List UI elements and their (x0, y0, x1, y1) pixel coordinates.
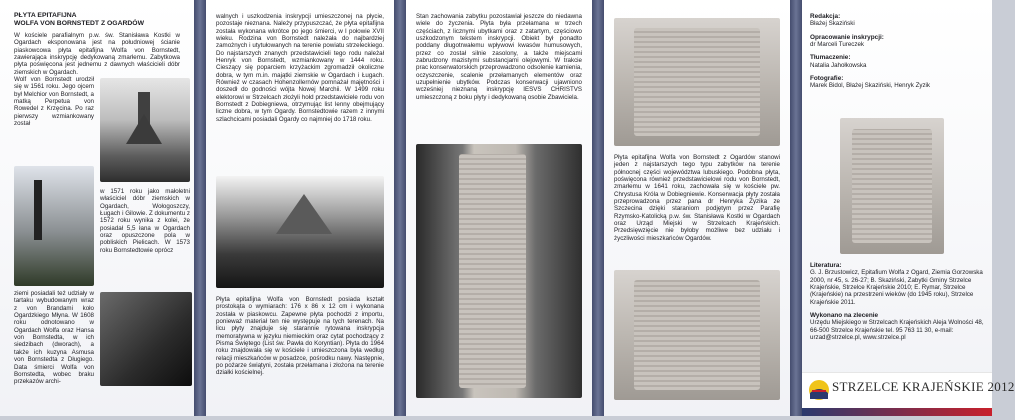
fold-divider (790, 0, 802, 416)
credit-text: Natalia Jahołkowska (810, 61, 867, 69)
description-paragraph: Płyta epitafijna Wolfa von Bornstedt posiada kształt prostokąta o wymiarach: 176 x 86 x 12 cm i wykonana została w piaskowcu. Zapewne płyta pochodzi z importu, ponieważ materiał ten nie występuje na tych terenach. Na licu płyty znajduje się starannie rytowana inskrypcja memoratywna w języku niemieckim oraz cytat pochodzący z Pisma Świętego (List św. Pawła do Koryntian). Płyta do 1964 roku znajdowała się w kościele i umieszczona była według relacji mieszkańców w posadzce, pośrodku nawy. Następnie, po pożarze świątyni, została przełamana i złożona na terenie działki kościelnej. (216, 296, 384, 377)
brand-name: STRZELCE KRAJEŃSKIE 2012 (832, 379, 1015, 394)
slab-fragment-photo (840, 118, 944, 254)
panel-5-credits (802, 0, 1015, 416)
commission-text: Urzędu Miejskiego w Strzelcach Krajeńskich Aleja Wolności 48, 66-500 Strzelce Krajeńskie tel. 95 763 11 30, e-mail: urzad@strzelce.pl, www.strzelce.pl (810, 319, 984, 342)
text-beside-photo: Wolf von Bornstedt urodził się w 1561 roku. Jego ojcem był Melchior von Bornstedt, a matką Perpetua von Rowedel z Krzęcina. Po raz pierwszy wzmiankowany został (14, 76, 94, 128)
epitaph-slab-photo (416, 144, 582, 398)
brand-color-strip (802, 408, 992, 416)
fold-divider (592, 0, 604, 416)
literature-heading: Literatura: (810, 262, 842, 269)
fold-divider (194, 0, 206, 416)
intro-paragraph: W kościele parafialnym p.w. św. Stanisława Kostki w Ogardach eksponowana jest na południowej ścianie piaskowcowa płyta epitafijna Wolfa von Bornstedt, zawierająca inskrypcję dedykowaną zmarłemu. Zabytkowa płyta poświęcona jest jednemu z dawnych właścicieli dóbr ziemskich w Ogardach. (14, 32, 180, 76)
fold-divider (394, 0, 406, 416)
church-exterior-photo (216, 176, 384, 288)
literature-text: G. J. Brzustowicz, Epitafium Wolfa z Ogard, Ziemia Gorzowska 2000, nr 45, s. 26-27; B. Skaziński, Zabytki Gminy Strzelce Krajeńskie, Strzelce Krajeńskie 2010; E. Rymar, Strzelce (Krajeńskie) na przestrzeni wieków (do 1945 roku), Strzelce Krajeńskie 2011. (810, 269, 983, 306)
church-interior-photo (100, 292, 192, 386)
church-photo (100, 78, 190, 182)
significance-paragraph: Płyta epitafijna Wolfa von Bornstedt z Ogardów stanowi jeden z najstarszych tego typu zabytków na terenie północnej części województwa lubuskiego. Podobna płyta, poświęcona również przedstawicielowi rodu von Bornstedt, zmarłemu w 1641 roku, zachowała się w kościele pw. Chrystusa Króla w Dobiegniewie. Konserwacja płyty została przeprowadzona przez pana dr Henryka Zyzika ze Szczecina dzięki staraniom podjętym przez Parafię Rzymsko-Katolicką p.w. św. Stanisława Kostki w Ogardach oraz Urząd Miejski w Strzelcach Krajeńskich. Przedsięwzięcie nie byłoby możliwe bez udziału i życzliwości mieszkańców Ogardów. (614, 154, 780, 242)
commission-heading: Wykonano na zlecenie (810, 312, 879, 320)
credit-heading: Fotografie: (810, 75, 844, 83)
brand-footer (802, 372, 1015, 416)
panel-3 (406, 0, 592, 416)
town-logo-icon (808, 379, 830, 401)
panel-4 (604, 0, 790, 416)
credit-text: dr Marceli Tureczek (810, 41, 864, 49)
conservation-paragraph: Stan zachowania zabytku pozostawiał jeszcze do niedawna wiele do życzenia. Płyta była przełamana w trzech częściach, z licznymi ubytkami oraz z zatartym, częściowo uszkodzonym tekstem inskrypcji. Obiekt był ponadto poddany długotrwałemu wpływowi kwasów humusowych, przez co został silnie zasolony, a także miejscami zabrudzony mazistymi substancjami olejowymi. W trakcie prac konserwatorskich przeprowadzono odsolenie kamienia, oczyszczenie, scalenie przełamanych elementów oraz uzupełnienie ubytków. Podczas konserwacji ujawniono wcześniej nieznaną inskrypcję IESVS CHRISTVS umieszczoną z boku płyty i dedykowaną osobie Zbawiciela. (416, 13, 582, 101)
credit-text: Marek Bidol, Błażej Skaziński, Henryk Zyzik (810, 82, 931, 90)
text-beside-photo-2: w 1571 roku jako małoletni właściciel dóbr ziemskich w Ogardach, Wołogoszczy, Ługach i Gilowie. Z dokumentu z 1572 roku wynika z kolei, że posiadał 5,5 łana w Ogardach oraz opuszczone pola w pobliskich Pielicach. W 1573 roku Bornstedtowie oprócz (100, 188, 190, 254)
panel-1 (0, 0, 194, 416)
church-tower-photo (14, 166, 94, 286)
panel-2 (206, 0, 394, 416)
bottom-paragraph: ziemi posiadali też udziały w tartaku wybudowanym wraz z von Brandami koło Ogardzkiego Młyna. W 1608 roku odnotowano w Ogardach Wolfa oraz Hansa von Bornstedta, w ich siedzibach (dworach), a także ich kuzyna Asmusa von Bornstedta z Długiego. Data śmierci Wolfa von Bornstedta, wobec braku przekazów archi- (14, 290, 94, 386)
credit-heading: Opracowanie inskrypcji: (810, 33, 884, 41)
title-line-1: PŁYTA EPITAFIJNA (14, 12, 77, 19)
credit-heading: Tłumaczenie: (810, 54, 851, 62)
document-title (14, 12, 180, 28)
title-line-2: WOLFA VON BORNSTEDT Z OGARDÓW (14, 20, 145, 27)
history-paragraph: walnych i uszkodzenia inskrypcji umieszczonej na płycie, pozostaje nieznana. Należy przypuszczać, że płyta epitafijna została wykonana wkrótce po jego śmierci, w I połowie XVII wieku. Rodzina von Bornstedt należała do najbardziej zamożnych i utytułowanych na terenie powiatu strzeleckiego. Do najstarszych znanych przedstawicieli tego rodu należał Henryk von Bornstedt, wzmiankowany w 1444 roku. Cieszący się poparciem krzyżackim zgromadził okoliczne dobra, w tym m.in. majątki ziemskie w Ogardach i Ługach. Również w czasach Hohenzollernów pomnażał majętności i doszedł do godności wójta Nowej Marchii. W 1499 roku elektorowi w Strzelcach złożyli hołd przedstawiciele rodu von Bornstedt z Dobiegniewa, otrzymując list lenny obejmujący liczne dobra, w tym Ogardy. Bornstedtowie razem z innymi szlachcicami posiadali Ogardy co najmniej do 1718 roku. (216, 13, 384, 123)
credit-text: Błażej Skaziński (810, 20, 855, 28)
credit-heading: Redakcja: (810, 13, 841, 20)
slab-detail-photo-bottom (614, 270, 780, 400)
slab-detail-photo-top (614, 18, 780, 146)
